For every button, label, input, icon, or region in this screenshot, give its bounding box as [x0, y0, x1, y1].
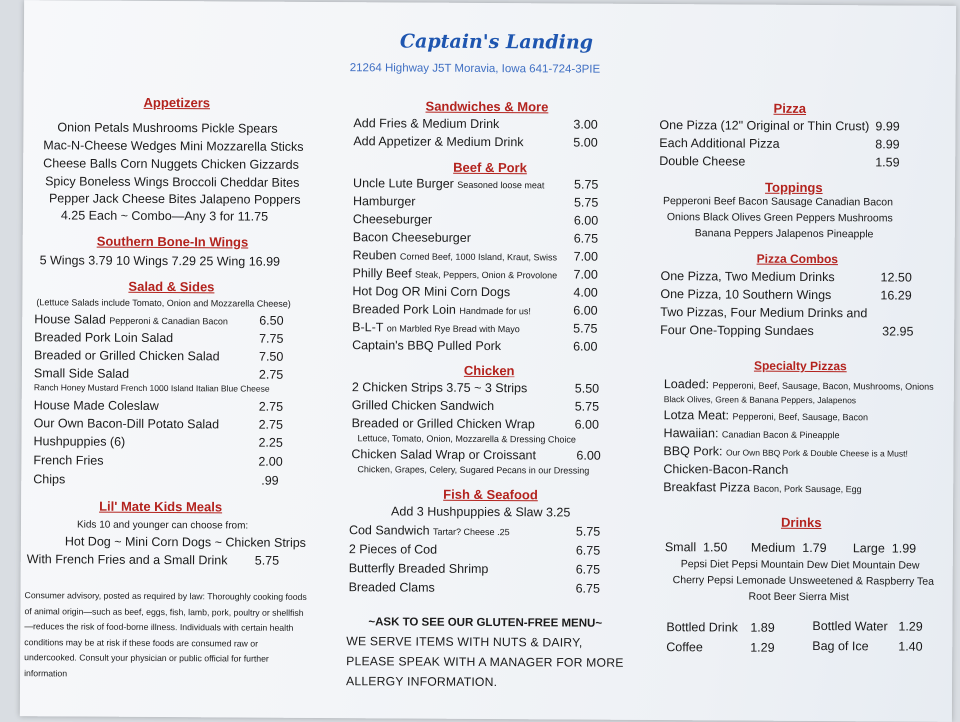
menu-item: Uncle Lute Burger Seasoned loose meat	[353, 176, 545, 191]
menu-item: Breaded or Grilled Chicken Wrap	[351, 416, 535, 432]
drink-flavors: Cherry Pepsi Lemonade Unsweetened & Raspberry Tea	[672, 574, 934, 588]
specialty-item: Loaded: Pepperoni, Beef, Sausage, Bacon, Mushrooms, Onions	[663, 377, 934, 392]
menu-item: One Pizza (12" Original or Thin Crust)	[659, 118, 870, 134]
menu-item: House Salad Pepperoni & Canadian Bacon	[34, 312, 228, 327]
menu-item: Our Own Bacon-Dill Potato Salad	[33, 416, 220, 432]
menu-price: 5.00	[573, 135, 598, 150]
menu-item: Small Side Salad	[33, 366, 130, 381]
menu-item: Grilled Chicken Sandwich	[351, 398, 495, 414]
salad-note: (Lettuce Salads include Tomato, Onion and Mozzarella Cheese)	[36, 297, 291, 309]
gluten-free-notice: ~ASK TO SEE OUR GLUTEN-FREE MENU~	[368, 616, 603, 630]
menu-price: 16.29	[880, 288, 912, 303]
menu-price: 5.75	[574, 177, 599, 192]
specialty-item: Chicken-Bacon-Ranch	[663, 462, 789, 477]
menu-item: Double Cheese	[659, 154, 746, 169]
menu-price: 2.75	[258, 399, 284, 414]
menu-price: 6.75	[573, 231, 599, 246]
menu-item: Breaded or Grilled Chicken Salad	[33, 348, 220, 364]
menu-item: Breaded Pork Loin Salad	[34, 330, 174, 346]
menu-price: 8.99	[875, 137, 900, 152]
allergy-notice: WE SERVE ITEMS WITH NUTS & DAIRY, PLEASE SPEAK WITH A MANAGER FOR MORE ALLERGY INFORMATION.	[345, 634, 624, 690]
menu-price: 12.50	[880, 270, 912, 285]
sandwiches-heading: Sandwiches & More	[425, 98, 549, 115]
menu-item: Chicken Salad Wrap or Croissant	[351, 447, 537, 463]
menu-price: 1.89	[750, 620, 775, 635]
salads-heading: Salad & Sides	[128, 278, 215, 295]
menu-price: 2.00	[258, 454, 283, 469]
restaurant-address: 21264 Highway J5T Moravia, Iowa 641-724-3PIE	[349, 62, 601, 76]
menu-price: 6.00	[574, 417, 599, 432]
menu-price: 7.75	[259, 331, 284, 346]
menu-item: B-L-T on Marbled Rye Bread with Mayo	[352, 320, 520, 335]
pizza-combos-heading: Pizza Combos	[756, 251, 839, 267]
drink-flavors: Pepsi Diet Pepsi Mountain Dew Diet Mountain Dew	[680, 558, 920, 572]
menu-price: 5.75	[573, 195, 599, 210]
menu-item: Coffee	[666, 640, 703, 655]
menu-item: Captain's BBQ Pulled Pork	[352, 338, 502, 354]
menu-price: 2.75	[258, 367, 284, 382]
toppings-line: Onions Black Olives Green Peppers Mushrooms	[666, 211, 893, 225]
specialty-desc: Black Olives, Green & Banana Peppers, Jalapenos	[663, 394, 857, 406]
menu-item: Each Additional Pizza	[659, 136, 780, 151]
menu-price: .99	[261, 473, 279, 488]
menu-price: 6.00	[576, 448, 601, 463]
menu-price: 2.25	[258, 435, 283, 450]
specialty-item: Lotza Meat: Pepperoni, Beef, Sausage, Bacon	[663, 408, 869, 423]
menu-paper	[20, 0, 956, 722]
menu-price: 6.00	[573, 339, 598, 354]
menu-item: 2 Pieces of Cod	[348, 542, 438, 557]
appetizer-pricing: 4.25 Each ~ Combo—Any 3 for 11.75	[60, 208, 269, 224]
menu-price: 1.29	[898, 619, 923, 634]
menu-item: Hamburger	[352, 194, 416, 209]
pizza-heading: Pizza	[773, 100, 807, 116]
menu-item: Hushpuppies (6)	[33, 434, 126, 449]
menu-item: Bottled Water	[812, 618, 888, 634]
menu-price: 1.40	[898, 639, 923, 654]
menu-item: Bag of Ice	[812, 638, 869, 654]
menu-price: 7.00	[573, 249, 599, 264]
wrap-note: Lettuce, Tomato, Onion, Mozzarella & Dressing Choice	[357, 433, 577, 445]
appetizer-line: Spicy Boneless Wings Broccoli Cheddar Bites	[45, 174, 300, 190]
menu-price: 6.75	[575, 543, 601, 558]
specialty-item: BBQ Pork: Our Own BBQ Pork & Double Cheese is a Must!	[663, 444, 908, 459]
menu-price: 7.50	[258, 349, 284, 364]
menu-item: Cheeseburger	[352, 212, 433, 227]
appetizers-heading: Appetizers	[143, 94, 211, 111]
menu-price: 32.95	[882, 324, 914, 339]
menu-item: Breaded Pork Loin Handmade for us!	[352, 302, 531, 317]
toppings-line: Banana Peppers Jalapenos Pineapple	[694, 227, 874, 241]
menu-item: Butterfly Breaded Shrimp	[348, 561, 489, 577]
appetizer-line: Onion Petals Mushrooms Pickle Spears	[57, 120, 278, 136]
menu-price: 6.75	[575, 581, 600, 596]
toppings-heading: Toppings	[765, 179, 823, 196]
drink-size: Medium 1.79	[750, 540, 827, 556]
menu-price: 5.75	[573, 321, 598, 336]
drink-size: Large 1.99	[852, 541, 917, 556]
drink-flavors: Root Beer Sierra Mist	[748, 590, 849, 604]
kids-heading: Lil' Mate Kids Meals	[99, 498, 223, 515]
appetizer-line: Cheese Balls Corn Nuggets Chicken Gizzards	[43, 156, 299, 172]
specialty-item: Hawaiian: Canadian Bacon & Pineapple	[663, 426, 840, 441]
drink-size: Small 1.50	[664, 540, 728, 555]
menu-item: Reuben Corned Beef, 1000 Island, Kraut, Swiss	[352, 248, 558, 263]
kids-price: 5.75	[254, 553, 280, 568]
kids-options: Hot Dog ~ Mini Corn Dogs ~ Chicken Strips	[64, 534, 307, 550]
menu-item: Bottled Drink	[666, 620, 738, 635]
consumer-advisory: Consumer advisory, posted as required by law: Thoroughly cooking foods of animal origin—such as beef, eggs, fish, lamb, pork, poultry or shellfish—reduces the risk of food-borne illness. Individuals with certain health conditions may be at risk if these foods are consumed raw or undercooked. Consult your physician or public official for further information	[24, 590, 307, 678]
menu-price: 6.50	[259, 313, 284, 328]
fish-heading: Fish & Seafood	[443, 486, 538, 503]
chicken-salad-note: Chicken, Grapes, Celery, Sugared Pecans in our Dressing	[357, 464, 590, 476]
menu-item: Hot Dog OR Mini Corn Dogs	[352, 284, 511, 300]
menu-item: One Pizza, 10 Southern Wings	[660, 287, 832, 303]
menu-price: 6.00	[573, 303, 598, 318]
menu-item: Add Fries & Medium Drink	[353, 116, 500, 132]
menu-price: 3.00	[573, 117, 598, 132]
wings-prices: 5 Wings 3.79 10 Wings 7.29 25 Wing 16.99	[39, 253, 281, 269]
drinks-heading: Drinks	[780, 514, 822, 531]
menu-item: House Made Coleslaw	[33, 398, 159, 413]
restaurant-title: Captain's Landing	[399, 30, 594, 54]
menu-price: 9.99	[875, 119, 900, 134]
kids-includes: With French Fries and a Small Drink	[26, 552, 228, 568]
appetizer-line: Pepper Jack Cheese Bites Jalapeno Poppers	[48, 191, 301, 207]
menu-price: 5.75	[574, 399, 600, 414]
toppings-line: Pepperoni Beef Bacon Sausage Canadian Bacon	[662, 195, 894, 209]
menu-item: One Pizza, Two Medium Drinks	[660, 269, 835, 285]
menu-price: 6.75	[575, 562, 601, 577]
menu-price: 5.75	[575, 524, 601, 539]
menu-item: Breaded Clams	[348, 580, 435, 595]
menu-item: Bacon Cheeseburger	[352, 230, 471, 245]
menu-price: 1.59	[875, 155, 900, 170]
appetizer-line: Mac-N-Cheese Wedges Mini Mozzarella Sticks	[43, 138, 304, 154]
menu-price: 2.75	[258, 417, 283, 432]
menu-price: 1.29	[750, 640, 775, 655]
menu-item: Chips	[33, 472, 66, 487]
menu-price: 7.00	[573, 267, 598, 282]
menu-price: 5.50	[574, 381, 600, 396]
chicken-strips: 2 Chicken Strips 3.75 ~ 3 Strips	[351, 380, 528, 396]
wings-heading: Southern Bone-In Wings	[96, 233, 249, 250]
fish-addon: Add 3 Hushpuppies & Slaw 3.25	[391, 504, 571, 520]
menu-price: 4.00	[573, 285, 598, 300]
specialty-item: Breakfast Pizza Bacon, Pork Sausage, Egg	[663, 480, 862, 495]
menu-price: 6.00	[573, 213, 599, 228]
menu-item: Add Appetizer & Medium Drink	[353, 134, 524, 150]
menu-item: Philly Beef Steak, Peppers, Onion & Provolone	[352, 266, 558, 281]
menu-item: Four One-Topping Sundaes	[660, 323, 814, 338]
specialty-heading: Specialty Pizzas	[753, 358, 847, 374]
chicken-heading: Chicken	[463, 362, 515, 379]
menu-item: French Fries	[33, 453, 104, 468]
menu-item: Cod Sandwich Tartar? Cheese .25	[348, 523, 510, 538]
menu-item: Two Pizzas, Four Medium Drinks and	[660, 305, 868, 321]
kids-subtitle: Kids 10 and younger can choose from:	[76, 519, 249, 532]
beef-pork-heading: Beef & Pork	[453, 159, 527, 176]
dressing-list: Ranch Honey Mustard French 1000 Island Italian Blue Cheese	[33, 382, 270, 394]
